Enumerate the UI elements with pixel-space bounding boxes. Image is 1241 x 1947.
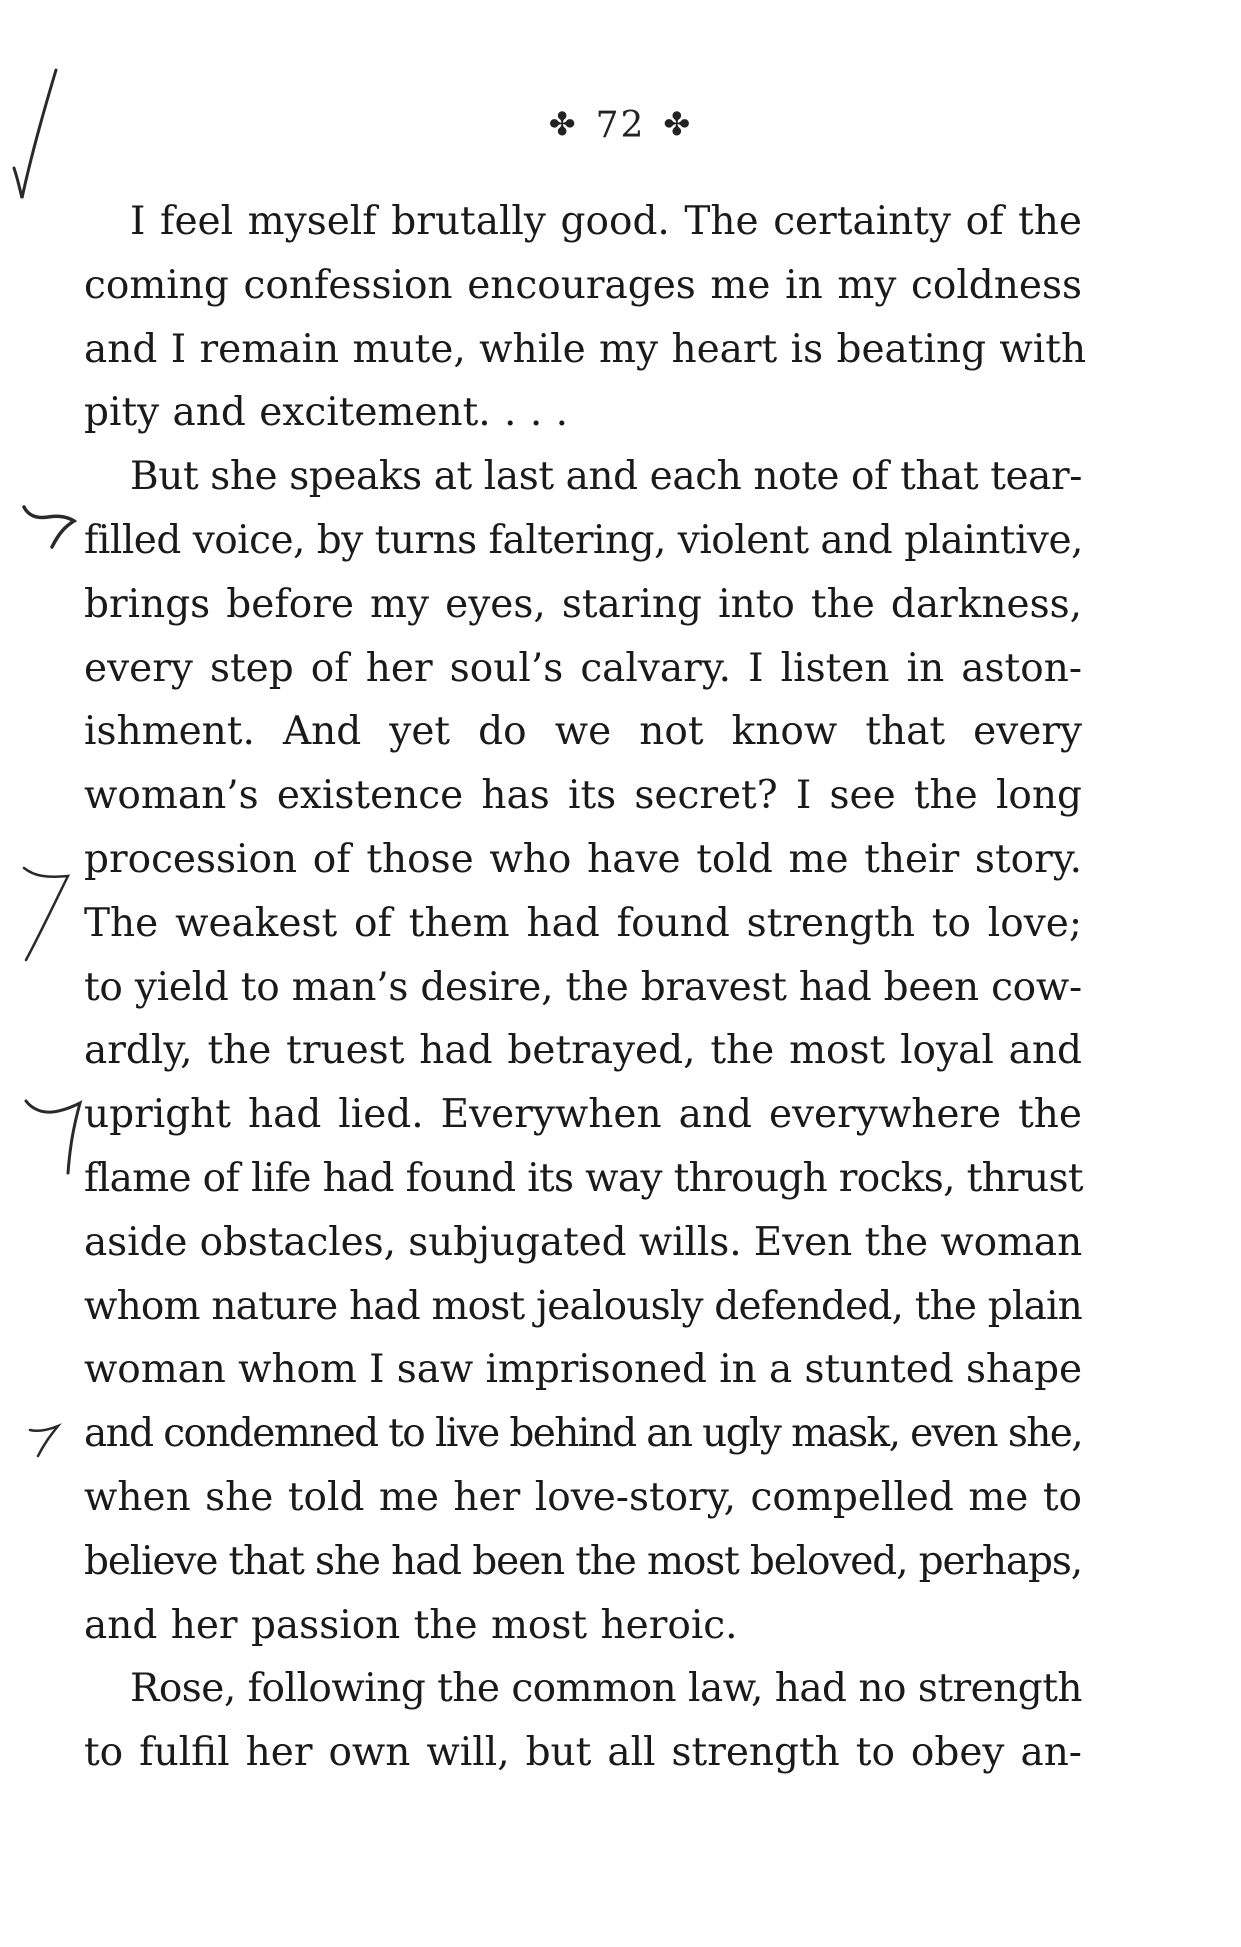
text-line: believe that she had been the most beloved, perhaps,	[84, 1538, 1082, 1584]
text-line: upright had lied. Everywhen and everywhere the	[84, 1092, 1082, 1138]
text-line: filled voice, by turns faltering, violent and plaintive,	[84, 517, 1083, 563]
text-line: coming confession encourages me in my coldness	[84, 262, 1082, 308]
seven-mark-icon	[18, 495, 78, 555]
paragraph	[84, 190, 1087, 445]
text-line: pity and excitement. . . .	[84, 390, 569, 436]
ornament-left-icon: ✤	[548, 105, 578, 143]
page-header	[0, 105, 1241, 146]
text-line: procession of those who have told me their story.	[84, 836, 1082, 882]
text-line: and condemned to live behind an ugly mask, even she,	[84, 1411, 1082, 1457]
body-text	[84, 190, 1087, 1785]
seven-mark-icon	[26, 1420, 66, 1460]
seven-mark-icon	[20, 860, 90, 970]
text-line: But she speaks at last and each note of that tear-	[130, 454, 1082, 500]
text-line: ardly, the truest had betrayed, the most loyal and	[84, 1028, 1082, 1074]
paragraph	[84, 1657, 1082, 1785]
text-line: Rose, following the common law, had no strength	[130, 1666, 1082, 1712]
text-line: every step of her soul’s calvary. I listen in aston-	[84, 645, 1082, 691]
text-line: to fulfil her own will, but all strength to obey an-	[84, 1730, 1082, 1776]
text-line: ishment. And yet do we not know that every	[84, 709, 1082, 755]
page-number: 72	[595, 105, 646, 146]
text-line: I feel myself brutally good. The certainty of the	[130, 199, 1082, 244]
paragraph	[84, 445, 1082, 1657]
text-line: and her passion the most heroic.	[84, 1602, 738, 1648]
text-line: to yield to man’s desire, the bravest had been cow-	[84, 964, 1082, 1010]
text-line: woman’s existence has its secret? I see the long	[84, 773, 1082, 819]
seven-mark-icon	[22, 1095, 92, 1195]
ornament-right-icon: ✤	[663, 105, 693, 143]
text-line: brings before my eyes, staring into the darkness,	[84, 581, 1082, 627]
text-line: aside obstacles, subjugated wills. Even the woman	[84, 1219, 1083, 1265]
text-line: and I remain mute, while my heart is beating with	[84, 326, 1087, 372]
text-line: The weakest of them had found strength to love;	[84, 900, 1082, 946]
text-line: woman whom I saw imprisoned in a stunted shape	[84, 1347, 1082, 1393]
text-line: flame of life had found its way through rocks, thrust	[84, 1155, 1083, 1201]
text-line: when she told me her love-story, compelled me to	[84, 1474, 1082, 1520]
text-line: whom nature had most jealously defended, the plain	[84, 1283, 1082, 1329]
